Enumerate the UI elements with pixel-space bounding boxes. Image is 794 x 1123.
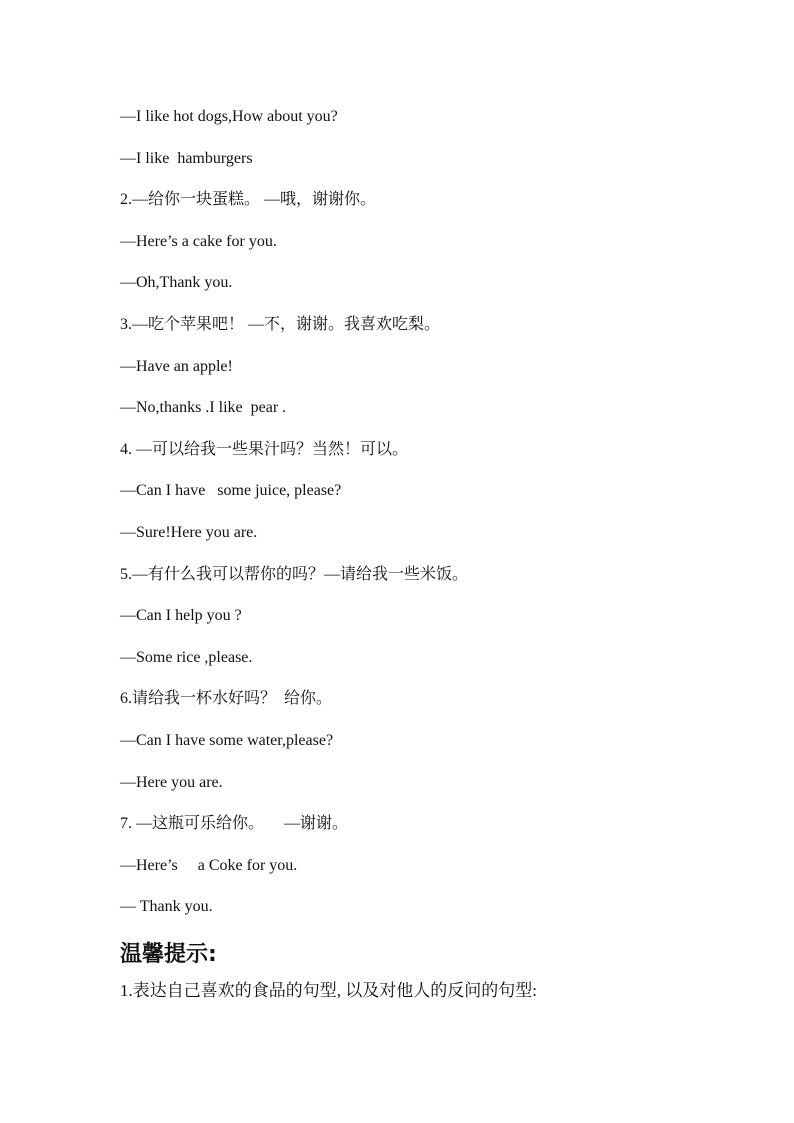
text-line: 4. —可以给我一些果汁吗？当然！可以。 (120, 440, 409, 458)
text-line: —Oh,Thank you. (120, 274, 233, 292)
text-line: —Sure!Here you are. (120, 523, 258, 541)
text-line: —No,thanks .I like pear . (120, 399, 287, 417)
text-line: —Some rice ,please. (120, 648, 253, 666)
text-line: — Thank you. (120, 898, 213, 916)
text-line: —Can I have some juice, please? (120, 482, 342, 500)
text-line: —Here you are. (120, 773, 223, 791)
document-body (120, 104, 680, 1006)
text-line: 6.请给我一杯水好吗？ 给你。 (120, 690, 333, 708)
text-line: 7. —这瓶可乐给你。 —谢谢。 (120, 815, 349, 833)
text-line: —Can I have some water,please? (120, 731, 334, 749)
text-line: —Can I help you ? (120, 607, 242, 625)
text-line: 5.—有什么我可以帮你的吗？—请给我一些米饭。 (120, 565, 469, 583)
text-line: —Have an apple! (120, 357, 233, 375)
text-line: —I like hamburgers (120, 149, 253, 167)
tip-line: 1.表达自己喜欢的食品的句型, 以及对他人的反问的句型: (120, 980, 537, 1000)
text-line: —Here’s a Coke for you. (120, 856, 298, 874)
text-line: —I like hot dogs,How about you? (120, 108, 338, 125)
section-heading: 温馨提示: (120, 941, 217, 967)
text-line: —Here’s a cake for you. (120, 232, 277, 250)
text-line: 2.—给你一块蛋糕。 —哦，谢谢你。 (120, 191, 377, 209)
text-line: 3.—吃个苹果吧！ —不，谢谢。我喜欢吃梨。 (120, 315, 441, 333)
